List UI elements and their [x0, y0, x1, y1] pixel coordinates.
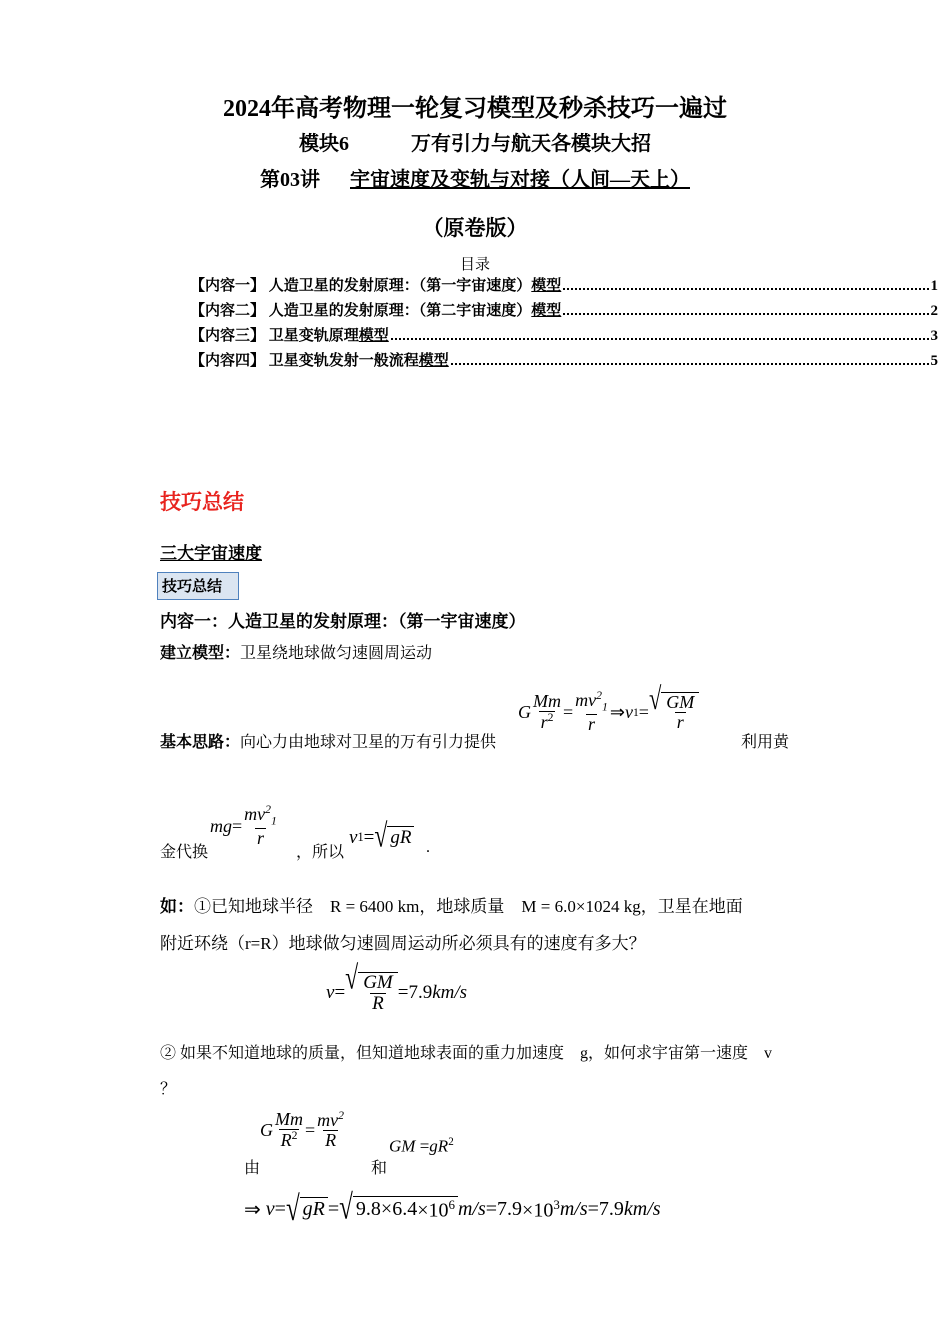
example1-line1 [160, 892, 743, 917]
model-label: 建立模型： [160, 645, 241, 662]
idea-text: 向心力由地球对卫星的万有引力提供 [240, 734, 497, 751]
toc-item[interactable] [190, 273, 938, 295]
toc-page-number: 5 [930, 353, 938, 369]
toc-heading: 目录 [459, 257, 490, 273]
toc-suffix: 模型 [531, 278, 562, 294]
gold-end: . [426, 839, 430, 856]
toc-page-number: 3 [930, 328, 938, 344]
toc-item-label [190, 324, 389, 345]
example2-equation: G $\frac{Mm}{R^2}$ = $\frac{mv^2}{R}$ [260, 1109, 344, 1150]
gm-equation: GM $=gR^2$ [389, 1136, 454, 1156]
idea-tail: 利用黄 [741, 734, 790, 751]
you-label: 由 [244, 1160, 261, 1177]
idea-line [160, 729, 496, 752]
toc-text: 人造卫星的发射原理：（第一宇宙速度） [268, 278, 532, 294]
module-label: 模块6 [299, 133, 349, 155]
result-value: 7.9 [408, 982, 433, 1004]
toc-page-number: 1 [930, 278, 938, 294]
lecture-name: 宇宙速度及变轨与对接（人间—天上） [350, 169, 690, 191]
edition-label: （原卷版） [422, 216, 528, 240]
result-unit: km/s [432, 982, 468, 1004]
toc-text: 人造卫星的发射原理：（第二宇宙速度） [268, 303, 532, 319]
calc-r: 6.4 [392, 1198, 418, 1221]
calc-mid: 7.9 [497, 1197, 523, 1220]
he-label: 和 [371, 1160, 388, 1177]
example1-equation: v = √ $\frac{GM}{R}$ = 7.9 km/s [326, 960, 468, 1014]
toc-tag: 【内容四】 [190, 353, 266, 369]
toc-suffix: 模型 [358, 328, 389, 344]
toc-item-label [190, 349, 449, 370]
toc-item[interactable] [190, 348, 938, 370]
gold-mid: ，所以 [296, 844, 345, 861]
lecture-heading [0, 163, 950, 192]
toc-leader [451, 362, 929, 365]
content1-title: 内容一：人造卫星的发射原理：（第一宇宙速度） [160, 612, 526, 631]
toc-leader [563, 287, 928, 290]
lecture-label: 第03讲 [260, 169, 320, 191]
toc-leader [563, 312, 928, 315]
calc-unit: km/s [623, 1197, 661, 1220]
example1-line2: 附近环绕（r=R）地球做匀速圆周运动所必须具有的速度有多大？ [160, 934, 646, 953]
module-heading [0, 127, 950, 156]
v1-equation: v 1 = √ gR [349, 826, 414, 850]
calc-g: 9.8 [355, 1198, 381, 1221]
gold-equation: mg = $\frac{mv^2_1}{r}$ [210, 803, 277, 848]
toc-page-number: 2 [930, 303, 938, 319]
toc-tag: 【内容三】 [190, 328, 266, 344]
final-calculation: ⇒ v = √ gR = √ 9.8 × 6.4 $\times 10^6$ m/s = 7.9 $\times 10^3$ m/s = 7.9 km/s [244, 1189, 661, 1229]
example2-line2: ？ [160, 1081, 177, 1098]
toc-item-label [190, 299, 561, 320]
example2-line1: ② 如果不知道地球的质量，但知道地球表面的重力加速度 g，如何求宇宙第一速度 v [160, 1045, 773, 1062]
page-title: 2024年高考物理一轮复习模型及秒杀技巧一遍过 [223, 96, 727, 122]
toc-item-label [190, 274, 561, 295]
toc-text: 卫星变轨发射一般流程 [268, 353, 419, 369]
example1-text: ①已知地球半径 R = 6400 km，地球质量 M = 6.0×1024 kg，卫星在地面 [194, 897, 743, 916]
gravity-equation: G $\frac{Mm}{r^2}$ = $\frac{mv^2_1}{r}$ ⇒ v 1 = √ $\frac{GM}{r}$ [518, 690, 699, 735]
model-text: 卫星绕地球做匀速圆周运动 [240, 645, 433, 662]
idea-label: 基本思路： [160, 734, 241, 751]
module-name: 万有引力与航天各模块大招 [411, 133, 651, 155]
tip-summary-box: 技巧总结 [157, 572, 239, 600]
toc-text: 卫星变轨原理 [268, 328, 359, 344]
section-heading: 技巧总结 [160, 490, 244, 514]
toc-tag: 【内容二】 [190, 303, 266, 319]
example-label: 如： [160, 897, 194, 916]
toc-leader [391, 337, 929, 340]
toc-tag: 【内容一】 [190, 278, 266, 294]
toc-suffix: 模型 [531, 303, 562, 319]
calc-result: 7.9 [598, 1197, 624, 1220]
toc-item[interactable] [190, 323, 938, 345]
toc-suffix: 模型 [418, 353, 449, 369]
gold-prefix: 金代换 [160, 844, 209, 861]
section-subheading: 三大宇宙速度 [160, 544, 262, 564]
model-line [160, 640, 432, 663]
toc-item[interactable] [190, 298, 938, 320]
